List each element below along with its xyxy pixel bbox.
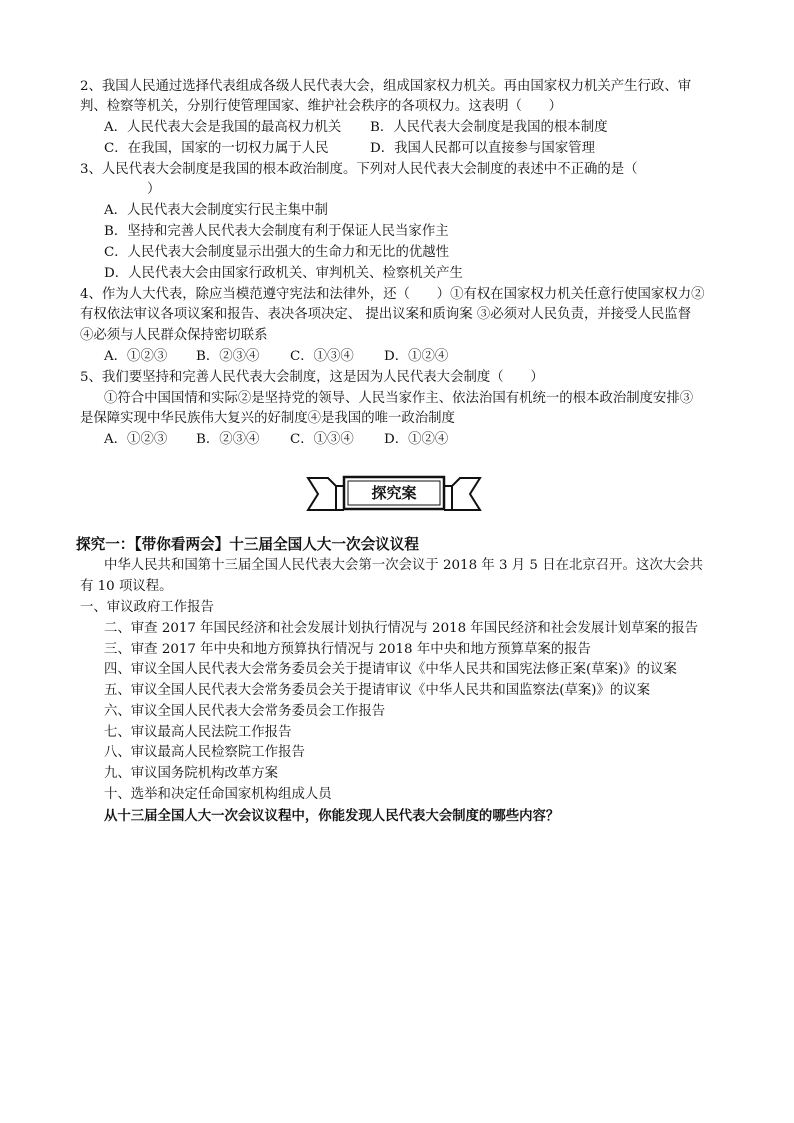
q4-stem-line3: ④必须与人民群众保持密切联系 (80, 328, 268, 343)
q4-stem-line1: 4、作为人大代表，除应当模范遵守宪法和法律外，还（ ）①有权在国家权力机关任意行使国家权力② (80, 287, 705, 302)
explore-question: 从十三届全国人大一次会议议程中，你能发现人民代表大会制度的哪些内容？ (104, 808, 560, 824)
agenda-item: 八、审议最高人民检察院工作报告 (104, 745, 305, 760)
q2-option-d: D．我国人民都可以直接参与国家管理 (370, 141, 595, 156)
agenda-item: 四、审议全国人民代表大会常务委员会关于提请审议《中华人民共和国宪法修正案(草案)》的议案 (104, 662, 677, 677)
q3-option-b: B．坚持和完善人民代表大会制度有利于保证人民当家作主 (104, 224, 449, 239)
q3-option-d: D．人民代表大会由国家行政机关、审判机关、检察机关产生 (104, 266, 463, 281)
q4-option-c: C．①③④ (290, 349, 354, 364)
q2-option-a: A．人民代表大会是我国的最高权力机关 (104, 120, 342, 135)
explore-heading: 探究一：【带你看两会】十三届全国人大一次会议议程 (76, 536, 419, 553)
q3-option-a: A．人民代表大会制度实行民主集中制 (104, 203, 328, 218)
q2-option-c: C．在我国，国家的一切权力属于人民 (104, 141, 329, 156)
agenda-item: 十、选举和决定任命国家机构组成人员 (104, 787, 332, 802)
banner-title: 探究案 (371, 484, 417, 502)
q4-option-b: B．②③④ (196, 349, 260, 364)
q5-stem-line2: ①符合中国国情和实际②是坚持党的领导、人民当家作主、依法治国有机统一的根本政治制度安排③ (104, 391, 694, 406)
q5-option-c: C．①③④ (290, 432, 354, 447)
agenda-item: 二、审查 2017 年国民经济和社会发展计划执行情况与 2018 年国民经济和社会发展计划草案的报告 (104, 621, 699, 636)
agenda-item: 七、审议最高人民法院工作报告 (104, 725, 292, 740)
q5-stem-line3: 是保障实现中华民族伟大复兴的好制度④是我国的唯一政治制度 (80, 411, 455, 426)
q4-option-a: A．①②③ (104, 349, 168, 364)
agenda-item: 九、审议国务院机构改革方案 (104, 766, 279, 781)
explore-intro-line2: 有 10 项议程。 (80, 579, 173, 594)
agenda-item: 五、审议全国人民代表大会常务委员会关于提请审议《中华人民共和国监察法(草案)》的议案 (104, 683, 651, 698)
explore-intro-line1: 中华人民共和国第十三届全国人民代表大会第一次会议于 2018 年 3 月 5 日在北京召开。这次大会共 (104, 558, 703, 573)
q2-stem-line1: 2、我国人民通过选择代表组成各级人民代表大会，组成国家权力机关。再由国家权力机关产生行政、审 (80, 79, 692, 94)
agenda-item: 六、审议全国人民代表大会常务委员会工作报告 (104, 704, 386, 719)
q2-option-b: B．人民代表大会制度是我国的根本制度 (370, 120, 608, 135)
q4-option-d: D．①②④ (384, 349, 449, 364)
q3-stem-line2: ） (147, 182, 161, 197)
agenda-item: 一、审议政府工作报告 (80, 600, 214, 615)
q2-stem-line2: 判、检察等机关，分别行使管理国家、维护社会秩序的各项权力。这表明（ ） (80, 99, 563, 114)
q3-option-c: C．人民代表大会制度显示出强大的生命力和无比的优越性 (104, 245, 450, 260)
q3-stem-line1: 3、人民代表大会制度是我国的根本政治制度。下列对人民代表大会制度的表述中不正确的是（ (80, 162, 638, 177)
q5-option-d: D．①②④ (384, 432, 449, 447)
q4-stem-line2: 有权依法审议各项议案和报告、表决各项决定、 提出议案和质询案 ③必须对人民负责，并接受人民监督 (80, 307, 692, 322)
q5-option-b: B．②③④ (196, 432, 260, 447)
q5-option-a: A．①②③ (104, 432, 168, 447)
agenda-item: 三、审查 2017 年中央和地方预算执行情况与 2018 年中央和地方预算草案的报告 (104, 642, 591, 657)
q5-stem-line1: 5、我们要坚持和完善人民代表大会制度，这是因为人民代表大会制度（ ） (80, 370, 544, 385)
